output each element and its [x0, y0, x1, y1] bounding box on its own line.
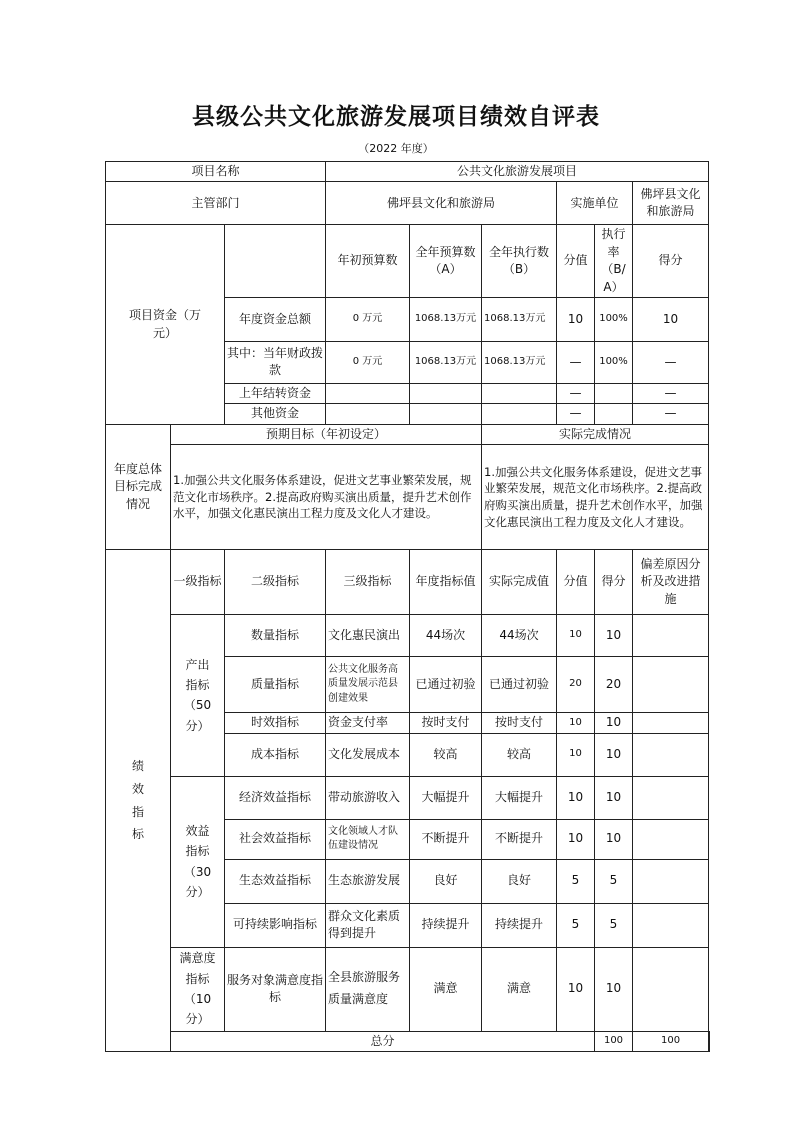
funds-header-blank — [225, 225, 326, 298]
indicators-header: 年度指标值 — [410, 550, 482, 615]
indicator-value: 10 — [557, 819, 595, 859]
indicators-header: 实际完成值 — [482, 550, 557, 615]
funds-rate — [595, 383, 633, 403]
indicator-target: 按时支付 — [410, 713, 482, 733]
indicator-remark — [633, 903, 709, 947]
indicator-value: 10 — [557, 713, 595, 733]
total-label: 总分 — [171, 1031, 595, 1051]
project-name-label: 项目名称 — [106, 162, 326, 182]
indicator-level2: 可持续影响指标 — [225, 903, 326, 947]
indicator-level3: 带动旅游收入 — [326, 776, 410, 819]
indicator-actual: 满意 — [482, 947, 557, 1031]
project-name-row — [106, 162, 710, 182]
indicator-level3: 资金支付率 — [326, 713, 410, 733]
funds-header: 执行率（B/A） — [595, 225, 633, 298]
indicator-level2: 社会效益指标 — [225, 819, 326, 859]
indicator-remark — [633, 776, 709, 819]
funds-score: — — [633, 383, 709, 403]
funds-exec: 1068.13万元 — [482, 297, 557, 341]
report-year: （2022 年度） — [358, 142, 434, 155]
indicator-row — [106, 615, 710, 657]
indicator-actual: 持续提升 — [482, 903, 557, 947]
indicator-score: 5 — [595, 859, 633, 903]
indicators-header: 偏差原因分析及改进措施 — [633, 550, 709, 615]
indicator-target: 持续提升 — [410, 903, 482, 947]
indicators-label: 绩效指标 — [106, 550, 171, 1052]
funds-header: 全年预算数（A） — [410, 225, 482, 298]
indicators-header: 二级指标 — [225, 550, 326, 615]
dept-row — [106, 182, 710, 225]
indicator-actual: 不断提升 — [482, 819, 557, 859]
indicator-score: 10 — [595, 733, 633, 776]
goals-expected: 1.加强公共文化服务体系建设，促进文艺事业繁荣发展，规范文化市场秩序。2.提高政府购买演出质量，提升艺术创作水平，加强文化惠民演出工程力度及文化人才建设。 — [171, 445, 482, 550]
indicator-target: 大幅提升 — [410, 776, 482, 819]
indicator-actual: 已通过初验 — [482, 657, 557, 713]
indicator-remark — [633, 819, 709, 859]
funds-budget — [410, 404, 482, 424]
funds-exec — [482, 404, 557, 424]
indicator-target: 44场次 — [410, 615, 482, 657]
funds-rate: 100% — [595, 341, 633, 383]
indicator-level2: 经济效益指标 — [225, 776, 326, 819]
funds-row-name: 其中：当年财政拨款 — [225, 341, 326, 383]
indicator-score: 10 — [595, 615, 633, 657]
funds-initial: 0 万元 — [326, 297, 410, 341]
indicator-value: 5 — [557, 859, 595, 903]
indicator-remark — [633, 615, 709, 657]
indicator-actual: 良好 — [482, 859, 557, 903]
indicator-actual: 44场次 — [482, 615, 557, 657]
funds-score-value: — — [557, 383, 595, 403]
goals-label: 年度总体目标完成情况 — [106, 424, 171, 549]
indicator-level3: 公共文化服务高质量发展示范县创建效果 — [326, 657, 410, 713]
indicator-level3: 文化领域人才队伍建设情况 — [326, 819, 410, 859]
indicator-level2: 成本指标 — [225, 733, 326, 776]
indicator-level3: 文化惠民演出 — [326, 615, 410, 657]
indicator-score: 10 — [595, 776, 633, 819]
indicator-actual: 大幅提升 — [482, 776, 557, 819]
funds-initial — [326, 404, 410, 424]
funds-header: 年初预算数 — [326, 225, 410, 298]
indicators-header-row — [106, 550, 710, 615]
indicator-value: 10 — [557, 947, 595, 1031]
indicator-remark — [633, 947, 709, 1031]
indicator-level3: 文化发展成本 — [326, 733, 410, 776]
total-remark — [709, 1031, 710, 1051]
indicator-score: 10 — [595, 947, 633, 1031]
indicator-target: 不断提升 — [410, 819, 482, 859]
indicator-level2: 数量指标 — [225, 615, 326, 657]
funds-rate: 100% — [595, 297, 633, 341]
funds-score: — — [633, 404, 709, 424]
indicator-level3: 生态旅游发展 — [326, 859, 410, 903]
indicators-header: 得分 — [595, 550, 633, 615]
indicator-score: 10 — [595, 819, 633, 859]
funds-initial — [326, 383, 410, 403]
indicator-group-label: 满意度指标（10分） — [171, 947, 225, 1031]
indicator-remark — [633, 657, 709, 713]
indicator-row — [106, 947, 710, 1031]
indicator-value: 20 — [557, 657, 595, 713]
indicator-score: 20 — [595, 657, 633, 713]
funds-initial: 0 万元 — [326, 341, 410, 383]
goals-actual-label: 实际完成情况 — [482, 424, 709, 444]
funds-budget — [410, 383, 482, 403]
funds-row-name: 年度资金总额 — [225, 297, 326, 341]
indicators-header: 分值 — [557, 550, 595, 615]
indicators-header: 一级指标 — [171, 550, 225, 615]
indicator-actual: 较高 — [482, 733, 557, 776]
page-title: 县级公共文化旅游发展项目绩效自评表 — [192, 103, 600, 130]
indicators-header: 三级指标 — [326, 550, 410, 615]
indicator-target: 良好 — [410, 859, 482, 903]
indicator-level2: 时效指标 — [225, 713, 326, 733]
dept-value: 佛坪县文化和旅游局 — [326, 182, 557, 225]
dept-label: 主管部门 — [106, 182, 326, 225]
funds-score-value: 10 — [557, 297, 595, 341]
unit-label: 实施单位 — [557, 182, 633, 225]
funds-exec — [482, 383, 557, 403]
total-score: 100 — [633, 1031, 709, 1051]
project-name-value: 公共文化旅游发展项目 — [326, 162, 709, 182]
indicator-level3: 全县旅游服务质量满意度 — [326, 947, 410, 1031]
funds-score: 10 — [633, 297, 709, 341]
indicator-level3: 群众文化素质得到提升 — [326, 903, 410, 947]
indicator-group-label: 效益指标（30分） — [171, 776, 225, 947]
indicator-actual: 按时支付 — [482, 713, 557, 733]
indicator-row — [106, 776, 710, 819]
funds-budget: 1068.13万元 — [410, 297, 482, 341]
indicator-level2: 生态效益指标 — [225, 859, 326, 903]
indicator-target: 已通过初验 — [410, 657, 482, 713]
funds-row-name: 其他资金 — [225, 404, 326, 424]
indicator-value: 10 — [557, 615, 595, 657]
goals-content-row — [106, 445, 710, 550]
indicator-level2: 质量指标 — [225, 657, 326, 713]
total-value: 100 — [595, 1031, 633, 1051]
goals-expected-label: 预期目标（年初设定） — [171, 424, 482, 444]
indicator-value: 10 — [557, 733, 595, 776]
funds-label: 项目资金（万元） — [106, 225, 225, 424]
indicator-group-label: 产出指标（50分） — [171, 615, 225, 776]
indicator-value: 10 — [557, 776, 595, 819]
indicator-score: 5 — [595, 903, 633, 947]
indicator-remark — [633, 713, 709, 733]
funds-score: — — [633, 341, 709, 383]
indicator-remark — [633, 859, 709, 903]
funds-exec: 1068.13万元 — [482, 341, 557, 383]
funds-score-value: — — [557, 404, 595, 424]
funds-header: 分值 — [557, 225, 595, 298]
goals-actual: 1.加强公共文化服务体系建设，促进文艺事业繁荣发展，规范文化市场秩序。2.提高政府购买演出质量，提升艺术创作水平，加强文化惠民演出工程力度及文化人才建设。 — [482, 445, 709, 550]
funds-budget: 1068.13万元 — [410, 341, 482, 383]
funds-header-row — [106, 225, 710, 298]
indicator-score: 10 — [595, 713, 633, 733]
unit-value: 佛坪县文化和旅游局 — [633, 182, 709, 225]
indicator-target: 较高 — [410, 733, 482, 776]
funds-header: 全年执行数（B） — [482, 225, 557, 298]
funds-row-name: 上年结转资金 — [225, 383, 326, 403]
indicator-remark — [633, 733, 709, 776]
indicator-value: 5 — [557, 903, 595, 947]
funds-score-value: — — [557, 341, 595, 383]
indicator-target: 满意 — [410, 947, 482, 1031]
total-row — [106, 1031, 710, 1051]
indicator-level2: 服务对象满意度指标 — [225, 947, 326, 1031]
funds-header: 得分 — [633, 225, 709, 298]
evaluation-table — [105, 161, 710, 1052]
goals-header-row — [106, 424, 710, 444]
funds-rate — [595, 404, 633, 424]
